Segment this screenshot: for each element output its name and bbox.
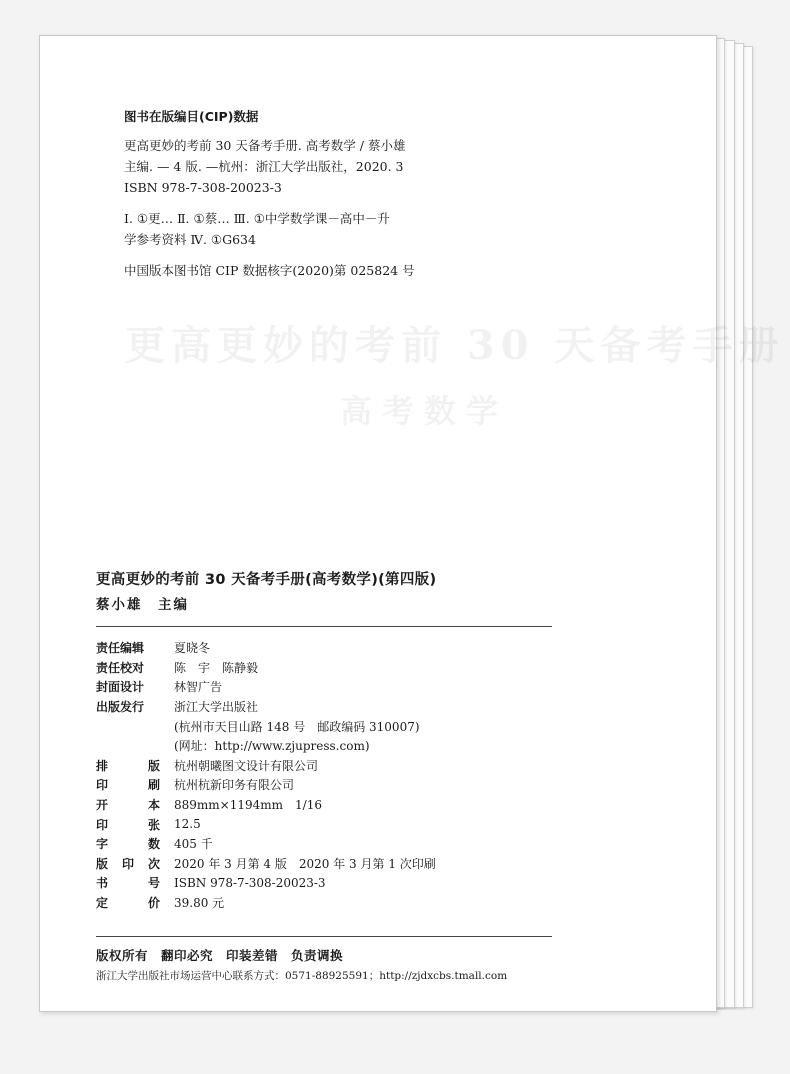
row-value: 405 千 [174,837,213,852]
cip-line: 主编. — 4 版. —杭州：浙江大学出版社，2020. 3 [124,159,404,174]
row-value: 2020 年 3 月第 4 版 2020 年 3 月第 1 次印刷 [174,856,436,871]
row-value: 夏晓冬 [174,641,211,656]
row-label: 印 刷 [96,778,160,793]
colophon-row [96,638,556,658]
divider [96,936,552,937]
colophon [96,568,556,982]
row-value: ISBN 978-7-308-20023-3 [174,875,326,890]
row-value: (网址：http://www.zjupress.com) [174,739,370,754]
cip-line: 学参考资料 Ⅳ. ①G634 [124,232,256,247]
row-label: 出版发行 [96,700,145,715]
row-value: 林智广告 [174,680,223,695]
row-value: 杭州杭新印务有限公司 [174,778,295,793]
colophon-row [96,697,556,717]
cip-line: ISBN 978-7-308-20023-3 [124,180,282,195]
colophon-row [96,893,556,913]
cip-block [124,106,504,281]
row-label: 排 版 [96,758,160,773]
cip-header: 图书在版编目(CIP)数据 [124,109,259,124]
colophon-row [96,795,556,815]
colophon-row [96,854,556,874]
show-through-subtitle: 高考数学 [340,392,509,430]
book-author: 蔡小雄 主编 [96,597,189,613]
row-label: 版 印 次 [96,856,160,871]
colophon-row [96,814,556,834]
row-label: 封面设计 [96,680,145,695]
row-label: 开 本 [96,798,160,813]
colophon-row [96,834,556,854]
divider [96,626,552,627]
book-title: 更高更妙的考前 30 天备考手册(高考数学)(第四版) [96,572,437,588]
cip-line: 更高更妙的考前 30 天备考手册. 高考数学 / 蔡小雄 [124,138,406,153]
row-value: 杭州朝曦图文设计有限公司 [174,758,319,773]
copyright-page [39,35,785,1012]
row-label: 责任编辑 [96,641,145,656]
colophon-row [96,756,556,776]
rights-notice: 版权所有 翻印必究 印装差错 负责调换 [96,948,344,963]
row-label: 书 号 [96,876,160,891]
row-value: 陈 宇 陈静毅 [174,660,259,675]
publisher-contact: 浙江大学出版社市场运营中心联系方式：0571-88925591；http://zjdxcbs.tmall.com [96,970,508,982]
cip-line: 中国版本图书馆 CIP 数据核字(2020)第 025824 号 [124,263,415,278]
row-value: 39.80 元 [174,896,225,911]
row-label: 印 张 [96,817,160,832]
row-value: (杭州市天目山路 148 号 邮政编码 310007) [174,719,420,734]
row-label: 字 数 [96,837,160,852]
colophon-row [96,775,556,795]
cip-line: Ⅰ. ①更… Ⅱ. ①蔡… Ⅲ. ①中学数学课－高中－升 [124,211,390,226]
show-through-title: 更高更妙的考前 30 天备考手册 [125,322,785,369]
colophon-table [96,638,556,912]
colophon-row [96,677,556,697]
row-value: 889mm×1194mm 1/16 [174,798,322,813]
colophon-row [96,716,556,736]
colophon-row [96,873,556,893]
colophon-row [96,658,556,678]
row-value: 12.5 [174,817,201,832]
row-label: 责任校对 [96,660,145,675]
row-value: 浙江大学出版社 [174,700,259,715]
row-label: 定 价 [96,896,160,911]
colophon-row [96,736,556,756]
